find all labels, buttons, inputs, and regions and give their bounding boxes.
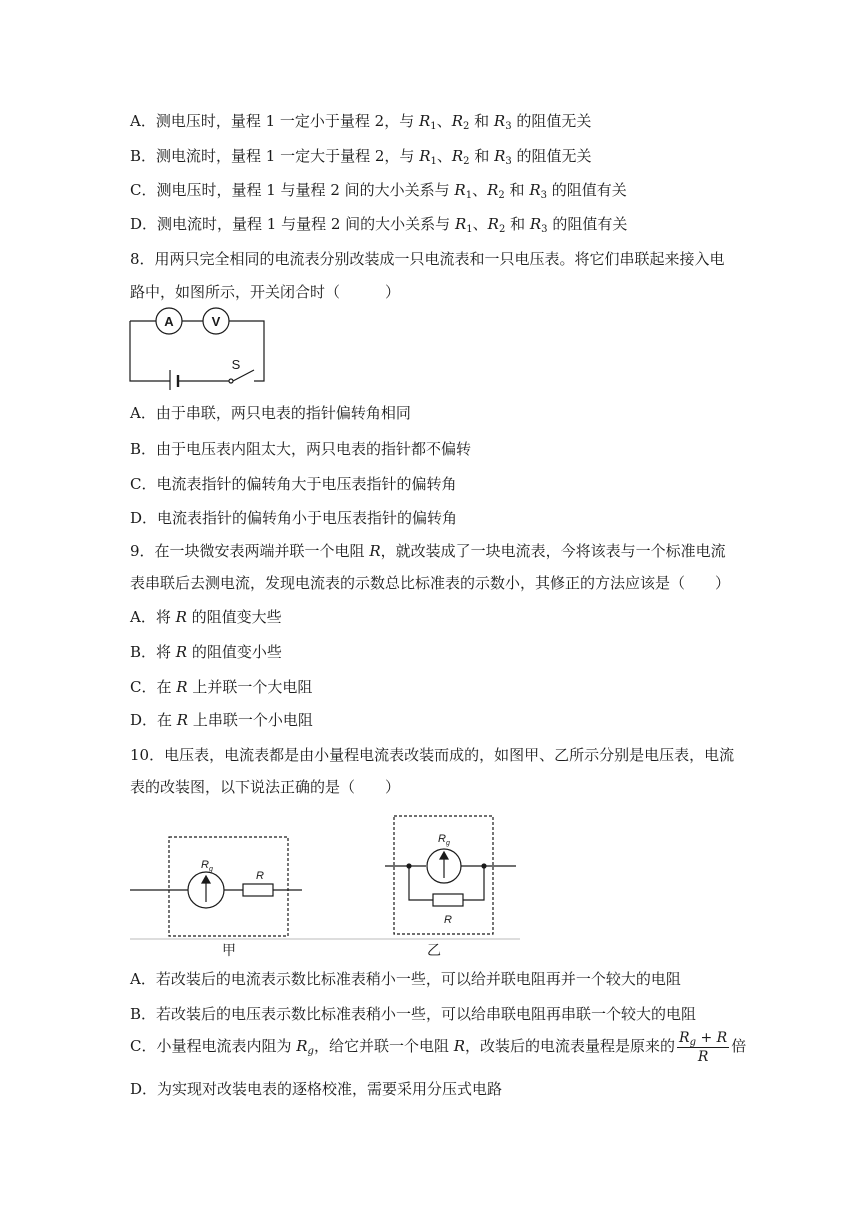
q7-option-a: A．测电压时，量程 1 一定小于量程 2，与 $R_1$、$R_2$ 和 $R_3$ 的阻值无关 — [130, 112, 592, 132]
q7-option-b: B．测电流时，量程 1 一定大于量程 2，与 $R_1$、$R_2$ 和 $R_3$ 的阻值无关 — [130, 147, 592, 167]
jia-needle-arrow — [202, 876, 210, 883]
yi-rg-label: R — [438, 833, 446, 845]
q8-option-d: D．电流表指针的偏转角小于电压表指针的偏转角 — [130, 509, 458, 527]
q7-option-c: C．测电压时，量程 1 与量程 2 间的大小关系与 $R_1$、$R_2$ 和 $R_3$ 的阻值有关 — [130, 181, 627, 201]
q7-option-d: D．测电流时，量程 1 与量程 2 间的大小关系与 $R_1$、$R_2$ 和 $R_3$ 的阻值有关 — [130, 215, 628, 235]
yi-rg-sub: g — [446, 840, 450, 847]
figure-jia — [130, 837, 302, 936]
range-ratio-fraction — [677, 1029, 729, 1066]
fraction-denominator: R — [697, 1048, 709, 1065]
yi-needle-arrow — [440, 852, 448, 859]
caption-jia: 甲 — [222, 942, 236, 958]
q9-option-d: D．在 R 上串联一个小电阻 — [130, 711, 313, 729]
yi-r-label: R — [444, 914, 452, 926]
q8-stem-line2: 路中，如图所示，开关闭合时（ ） — [130, 283, 401, 301]
jia-rg-sub: g — [209, 866, 213, 873]
q10-stem-line2: 表的改装图，以下说法正确的是（ ） — [130, 778, 401, 796]
yi-resistor — [433, 894, 463, 906]
fraction-numerator: $R_g + R$ — [679, 1029, 728, 1048]
q8-option-b: B．由于电压表内阻太大，两只电表的指针都不偏转 — [130, 440, 472, 458]
q10-option-d: D．为实现对改装电表的逐格校准，需要采用分压式电路 — [130, 1080, 503, 1098]
q10-option-c: C．小量程电流表内阻为 $R_g$，给它并联一个电阻 R，改装后的电流表量程是原来的 $\frac{R_g + R}{R}$ 倍 — [130, 1029, 747, 1065]
jia-rg-label: R — [201, 859, 209, 871]
jia-resistor — [243, 884, 273, 896]
q10-circuit-diagrams — [126, 812, 522, 960]
caption-yi: 乙 — [427, 942, 441, 958]
yi-junction-right — [482, 864, 486, 868]
yi-junction-left — [407, 864, 411, 868]
voltmeter-label: V — [211, 314, 221, 329]
q8-circuit-diagram — [126, 306, 272, 390]
q9-option-c: C．在 R 上并联一个大电阻 — [130, 678, 313, 696]
q8-option-a: A．由于串联，两只电表的指针偏转角相同 — [130, 404, 411, 422]
q9-stem-line2: 表串联后去测电流，发现电流表的示数总比标准表的示数小，其修正的方法应该是（ ） — [130, 574, 731, 592]
q9-option-a: A．将 R 的阻值变大些 — [130, 608, 282, 626]
q8-stem-line1: 8．用两只完全相同的电流表分别改装成一只电流表和一只电压表。将它们串联起来接入电 — [130, 250, 725, 268]
ammeter-label: A — [164, 314, 174, 329]
q10-stem-line1: 10．电压表，电流表都是由小量程电流表改装而成的，如图甲、乙所示分别是电压表，电流 — [130, 746, 735, 764]
q8-top-wire — [130, 321, 264, 381]
q10-option-a: A．若改装后的电流表示数比标准表稍小一些，可以给并联电阻再并一个较大的电阻 — [130, 970, 681, 988]
q8-option-c: C．电流表指针的偏转角大于电压表指针的偏转角 — [130, 475, 457, 493]
q8-bottom-wire — [130, 321, 229, 381]
q9-stem-line1: 9．在一块微安表两端并联一个电阻 R，就改装成了一块电流表，今将该表与一个标准电流 — [130, 542, 726, 560]
q9-option-b: B．将 R 的阻值变小些 — [130, 643, 282, 661]
jia-dashed-box — [169, 837, 288, 936]
jia-r-label: R — [256, 870, 264, 882]
q10-option-b: B．若改装后的电压表示数比标准表稍小一些，可以给串联电阻再串联一个较大的电阻 — [130, 1005, 697, 1023]
switch-label: S — [231, 357, 241, 372]
switch-pivot — [229, 379, 233, 383]
